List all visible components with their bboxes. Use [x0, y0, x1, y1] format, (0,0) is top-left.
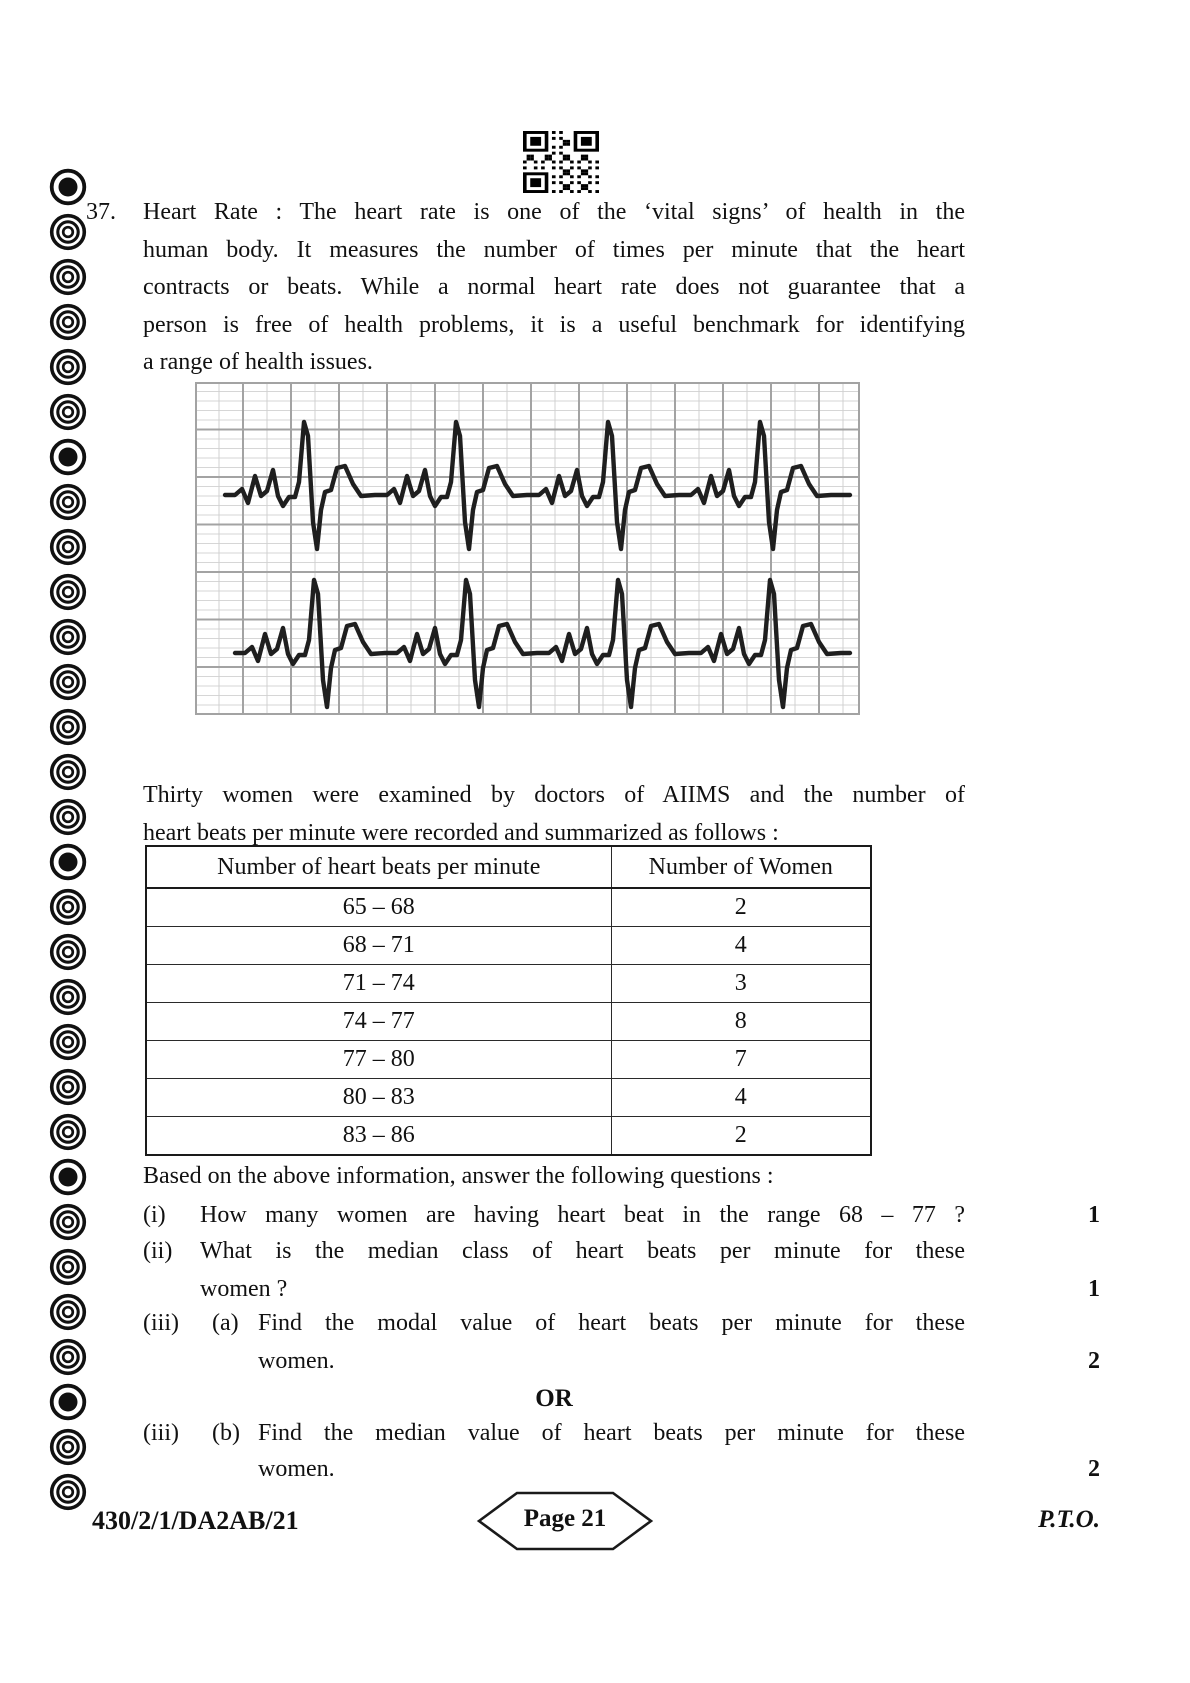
- cell-women-count: 2: [611, 888, 871, 927]
- frequency-table: [145, 845, 872, 1156]
- table-row: [146, 888, 871, 927]
- binding-mark-ring: [48, 932, 88, 972]
- question-iiib-marks: 2: [1088, 1456, 1100, 1482]
- binding-mark-filled: [48, 1382, 88, 1422]
- binding-mark-ring: [48, 392, 88, 432]
- paper-code: 430/2/1/DA2AB/21: [92, 1506, 299, 1535]
- binding-mark-filled: [48, 1157, 88, 1197]
- cell-heart-beat-range: 83 – 86: [146, 1117, 611, 1156]
- summary-line: heart beats per minute were recorded and summarized as follows :: [143, 820, 779, 846]
- question-iiia-label: (iii): [143, 1310, 179, 1336]
- binding-mark-ring: [48, 707, 88, 747]
- intro-line: contracts or beats. While a normal heart rate does not guarantee that a: [143, 274, 965, 301]
- binding-mark-ring: [48, 527, 88, 567]
- table-header-row: [146, 846, 871, 888]
- binding-mark-ring: [48, 977, 88, 1017]
- question-iiib-label: (iii): [143, 1420, 179, 1446]
- binding-mark-ring: [48, 1337, 88, 1377]
- header-number-of-women: Number of Women: [611, 846, 871, 888]
- binding-mark-filled: [48, 842, 88, 882]
- binding-mark-ring: [48, 302, 88, 342]
- binding-mark-ring: [48, 1247, 88, 1287]
- pto-label: P.T.O.: [1038, 1506, 1100, 1533]
- binding-mark-ring: [48, 1112, 88, 1152]
- binding-mark-ring: [48, 797, 88, 837]
- question-iiib-sublabel: (b): [212, 1420, 240, 1446]
- cell-women-count: 8: [611, 1003, 871, 1041]
- page-number-label: Page 21: [523, 1505, 607, 1532]
- question-iiia-sublabel: (a): [212, 1310, 239, 1336]
- question-i-label: (i): [143, 1202, 166, 1228]
- question-iiib-text-line1: Find the median value of heart beats per minute for these: [258, 1420, 965, 1446]
- cell-women-count: 4: [611, 1079, 871, 1117]
- cell-heart-beat-range: 74 – 77: [146, 1003, 611, 1041]
- qr-code: [523, 131, 599, 193]
- table-row: [146, 1041, 871, 1079]
- binding-mark-ring: [48, 572, 88, 612]
- cell-heart-beat-range: 77 – 80: [146, 1041, 611, 1079]
- binding-mark-ring: [48, 1202, 88, 1242]
- question-ii-marks: 1: [1088, 1276, 1100, 1302]
- binding-mark-ring: [48, 1472, 88, 1512]
- or-separator: OR: [535, 1385, 573, 1412]
- question-number: 37.: [86, 199, 116, 225]
- cell-heart-beat-range: 80 – 83: [146, 1079, 611, 1117]
- binding-mark-ring: [48, 212, 88, 252]
- binding-mark-ring: [48, 1022, 88, 1062]
- question-iiia-marks: 2: [1088, 1348, 1100, 1374]
- summary-line: Thirty women were examined by doctors of AIIMS and the number of: [143, 782, 965, 808]
- table-row: [146, 1079, 871, 1117]
- binding-mark-ring: [48, 662, 88, 702]
- question-i-text: How many women are having heart beat in the range 68 – 77 ?: [200, 1202, 965, 1228]
- binding-mark-ring: [48, 1292, 88, 1332]
- intro-line: person is free of health problems, it is a useful benchmark for identifying: [143, 311, 965, 338]
- summary-paragraph: [143, 776, 965, 852]
- intro-line: Heart Rate : The heart rate is one of the ‘vital signs’ of health in the: [143, 199, 965, 225]
- binding-mark-ring: [48, 617, 88, 657]
- cell-women-count: 2: [611, 1117, 871, 1156]
- cell-heart-beat-range: 65 – 68: [146, 888, 611, 927]
- question-iiib-text-line2: women.: [258, 1456, 335, 1482]
- binding-mark-ring: [48, 257, 88, 297]
- intro-line: a range of health issues.: [143, 349, 373, 376]
- cell-heart-beat-range: 68 – 71: [146, 927, 611, 965]
- page-number-badge: [475, 1490, 655, 1552]
- binding-mark-ring: [48, 752, 88, 792]
- cell-heart-beat-range: 71 – 74: [146, 965, 611, 1003]
- question-ii-label: (ii): [143, 1238, 173, 1264]
- table-row: [146, 965, 871, 1003]
- cell-women-count: 3: [611, 965, 871, 1003]
- cell-women-count: 7: [611, 1041, 871, 1079]
- intro-line: human body. It measures the number of times per minute that the heart: [143, 236, 965, 263]
- question-iiia-text-line1: Find the modal value of heart beats per minute for these: [258, 1310, 965, 1336]
- table-row: [146, 1003, 871, 1041]
- binding-mark-filled: [48, 437, 88, 477]
- question-i-marks: 1: [1088, 1202, 1100, 1228]
- binding-mark-ring: [48, 1067, 88, 1107]
- binding-mark-ring: [48, 347, 88, 387]
- table-row: [146, 927, 871, 965]
- binding-mark-ring: [48, 887, 88, 927]
- table-row: [146, 1117, 871, 1156]
- header-heart-beats: Number of heart beats per minute: [146, 846, 611, 888]
- question-iiia-text-line2: women.: [258, 1348, 335, 1374]
- question-ii-text-line2: women ?: [200, 1276, 288, 1302]
- based-on-text: Based on the above information, answer the following questions :: [143, 1163, 774, 1189]
- binding-mark-ring: [48, 482, 88, 522]
- question-ii-text-line1: What is the median class of heart beats per minute for these: [200, 1238, 965, 1264]
- binding-mark-ring: [48, 1427, 88, 1467]
- question-intro-paragraph: [143, 194, 965, 382]
- cell-women-count: 4: [611, 927, 871, 965]
- binding-mark-filled: [48, 167, 88, 207]
- ecg-chart-image: [195, 382, 860, 715]
